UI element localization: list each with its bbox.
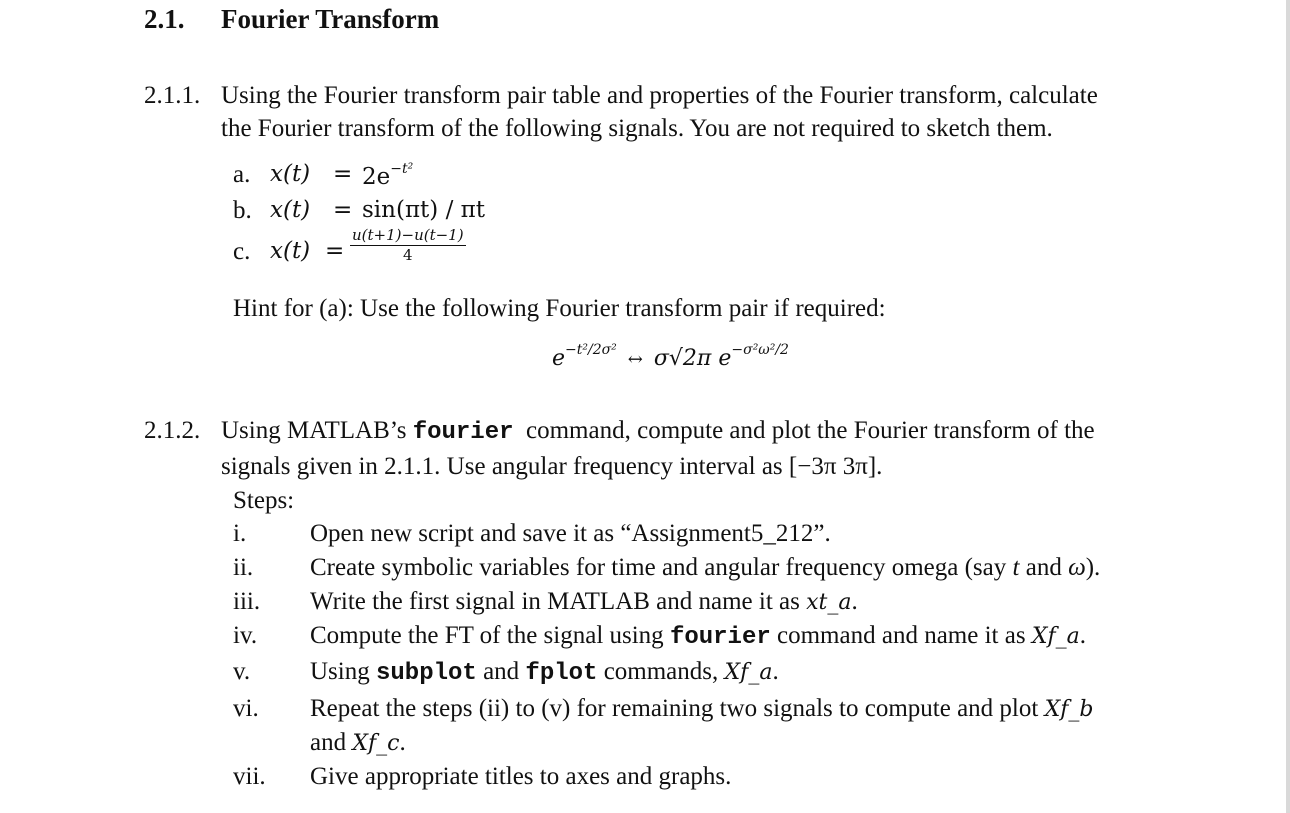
item-c-fraction (350, 228, 466, 266)
step-v-text (310, 657, 779, 689)
item-b-formula: sin(πt) / πt (362, 197, 486, 223)
step-iii-text (310, 587, 858, 618)
var-xf-a-2: Xf_a (724, 660, 773, 685)
step-iii-number: iii. (233, 588, 261, 615)
step-vii-number: vii. (233, 763, 266, 790)
step-vii-text: Give appropriate titles to axes and graphs. (310, 763, 732, 790)
var-omega: ω (1068, 554, 1086, 581)
item-c-equals: = (325, 238, 345, 264)
q2-line1-end: command, compute and plot the Fourier transform of the (526, 417, 1095, 444)
step-ii-text-b: and (1025, 554, 1062, 581)
step-ii-text-a: Create symbolic variables for time and angular frequency omega (say (310, 554, 1007, 581)
step-iii-text-b: . (851, 588, 858, 615)
step-v-text-b: and (483, 658, 520, 685)
subplot-command: subplot (375, 660, 477, 687)
item-c-lhs: x(t) (270, 238, 311, 264)
question-number-1: 2.1.1. (144, 82, 201, 109)
pair-lhs-exponent: −t²/2σ² (565, 342, 617, 358)
step-iv-text-a: Compute the FT of the signal using (310, 622, 664, 649)
step-v-text-a: Using (310, 658, 370, 685)
step-i-number: i. (233, 520, 247, 547)
item-a-rhs: 2e (362, 164, 391, 190)
page-edge (1286, 0, 1290, 813)
step-vi-text (310, 694, 1093, 725)
step-vi-text-a: Repeat the steps (ii) to (v) for remaining two signals to compute and plot (310, 695, 1039, 722)
step-vi-text-line-2 (310, 728, 406, 759)
var-t: t (1012, 554, 1020, 581)
item-a-label: a. (233, 161, 251, 188)
fourier-command-2: fourier (669, 624, 771, 651)
hint-text: Hint for (a): Use the following Fourier transform pair if required: (233, 295, 886, 322)
item-b-equals: = (333, 197, 353, 223)
q2-line1-start: Using MATLAB’s (221, 417, 407, 444)
question-2-line-1 (221, 416, 1095, 448)
var-xf-b: Xf_b (1044, 697, 1094, 722)
item-b-lhs: x(t) (270, 197, 311, 223)
pair-rhs: σ√2π e (653, 346, 732, 371)
item-a-formula (362, 161, 413, 190)
step-i-text: Open new script and save it as “Assignment5_212”. (310, 520, 831, 547)
item-c-denominator: 4 (403, 246, 413, 264)
question-1-line-1: Using the Fourier transform pair table and properties of the Fourier transform, calculate (221, 82, 1098, 109)
step-ii-number: ii. (233, 554, 254, 581)
fourier-command: fourier (412, 419, 514, 446)
step-iv-number: iv. (233, 622, 258, 649)
step-vi-line2-a: and (310, 729, 347, 756)
question-number-2: 2.1.2. (144, 417, 201, 444)
step-vi-number: vi. (233, 695, 259, 722)
step-ii-text-c: ). (1085, 554, 1101, 581)
fplot-command: fplot (525, 660, 598, 687)
section-number: 2.1. (144, 4, 185, 34)
item-a-exponent: −t² (390, 161, 414, 177)
var-xf-a: Xf_a (1031, 624, 1080, 649)
transform-pair (552, 342, 789, 371)
step-v-text-d: . (772, 658, 779, 685)
step-v-number: v. (233, 658, 251, 685)
step-iv-text (310, 621, 1086, 653)
question-2-line-2: signals given in 2.1.1. Use angular frequency interval as [−3π 3π]. (221, 453, 883, 480)
step-iii-text-a: Write the first signal in MATLAB and name it as (310, 588, 800, 615)
steps-label: Steps: (233, 487, 295, 514)
pair-lhs: e (552, 346, 566, 371)
step-v-text-c: commands, (603, 658, 719, 685)
var-xf-c: Xf_c (352, 731, 400, 756)
pair-arrow: ↔ (627, 349, 643, 370)
step-ii-text (310, 553, 1100, 583)
pair-rhs-exponent: −σ²ω²/2 (731, 342, 789, 358)
section-title: Fourier Transform (221, 4, 440, 34)
var-xt-a: xt_a (806, 590, 852, 615)
item-c-numerator: u(t+1)−u(t−1) (352, 226, 464, 244)
step-iv-text-c: . (1079, 622, 1086, 649)
item-a-lhs: x(t) (270, 161, 311, 187)
item-a-equals: = (333, 161, 353, 187)
question-1-line-2: the Fourier transform of the following signals. You are not required to sketch them. (221, 115, 1053, 142)
item-c-label: c. (233, 238, 251, 265)
step-vi-line2-b: . (399, 729, 406, 756)
step-iv-text-b: command and name it as (777, 622, 1026, 649)
item-b-label: b. (233, 197, 252, 224)
